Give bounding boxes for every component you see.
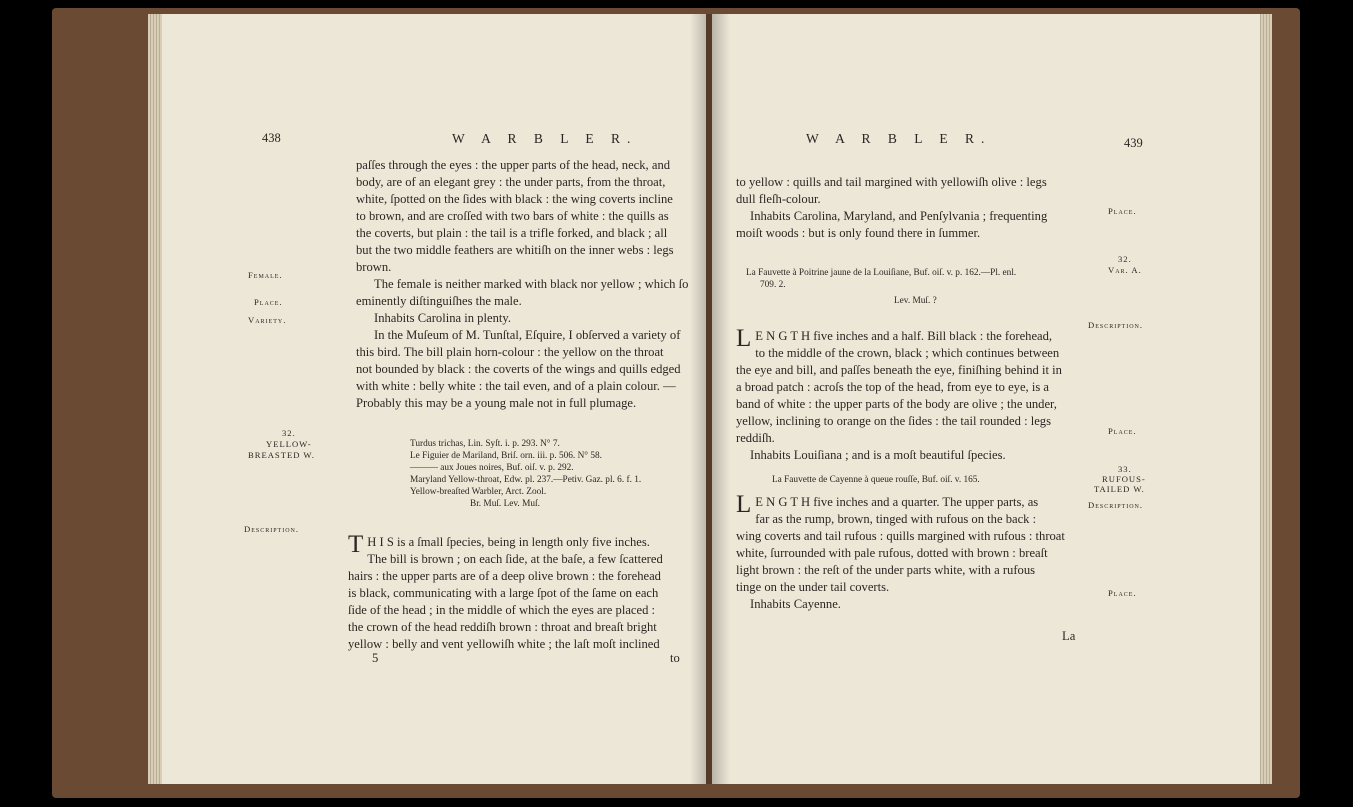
text-line: to yellow : quills and tail margined with yellowiſh olive : legs [736,175,1047,189]
synonym-line: Le Figuier de Mariland, Briſ. orn. iii. p. 506. N° 58. [410,451,602,461]
text-line: is black, communicating with a large ſpot of the ſame on each [348,586,659,600]
text-line: dull fleſh-colour. [736,192,821,206]
synonym-line: Br. Muſ. Lev. Muſ. [470,499,540,509]
text-line: moiſt woods : but is only found there in ſummer. [736,226,981,240]
text-line: not bounded by black : the coverts of the wings and quills edged [356,362,681,376]
text-line: Probably this may be a young male not in full plumage. [356,396,637,410]
text-line: the eye and bill, and paſſes beneath the eye, finiſhing behind it in [736,363,1062,377]
text-line: white, ſurrounded with pale rufous, dotted with brown : breaſt [736,546,1048,560]
text-line: a broad patch : acroſs the top of the head, from eye to eye, is a [736,380,1049,394]
margin-var-number: 32. [1118,254,1132,264]
text-line: E N G T H five inches and a half. Bill black : the forehead, [755,329,1053,343]
text-line: the coverts, but plain : the tail is a trifle forked, and black ; all [356,226,668,240]
left-page-edges [148,14,162,784]
margin-label-place: Place. [254,297,283,307]
catchword: La [1062,629,1076,643]
right-page-edges [1258,14,1272,784]
text-line: body, are of an elegant grey : the under parts, from the throat, [356,175,666,189]
synonym-line: La Fauvette à Poitrine jaune de la Louiſiane, Buf. oiſ. v. p. 162.—Pl. enl. [746,268,1017,278]
place-paragraph: Inhabits Carolina in plenty. [374,311,511,325]
text-line: white, ſpotted on the ſides with black : the wing coverts incline [356,192,673,206]
right-running-head: W A R B L E R. [806,131,992,146]
description-paragraph [348,531,663,653]
synonym-line: Turdus trichas, Lin. Syſt. i. p. 293. N° 7. [410,439,560,449]
text-line: Inhabits Cayenne. [750,597,841,611]
text-line: reddiſh. [736,431,775,445]
text-line: hairs : the upper parts are of a deep olive brown : the forehead [348,569,661,583]
text-line: E N G T H five inches and a quarter. The upper parts, as [755,495,1039,509]
margin-rufous-name: RUFOUS- [1102,474,1146,484]
margin-label-description: Description. [244,524,300,534]
variety-synonymy [746,267,1016,307]
margin-label-place: Place. [1108,426,1137,436]
drop-cap: L [736,491,752,518]
margin-species-number: 32. [282,428,296,438]
text-line: yellow, inclining to orange on the ſides : the tail rounded : legs [736,414,1052,428]
margin-rufous-number: 33. [1118,464,1132,474]
right-page [712,14,1260,784]
rufous-synonymy: La Fauvette de Cayenne à queue rouſſe, Buf. oiſ. v. 165. [772,475,980,485]
top-paragraph [736,174,1047,242]
catchword: to [670,651,680,665]
text-line: yellow : belly and vent yellowiſh white ; the laſt moſt inclined [348,637,660,651]
rufous-description [736,491,1065,613]
margin-label-description: Description. [1088,500,1144,510]
text-line: the crown of the head reddiſh brown : throat and breaſt bright [348,620,657,634]
synonymy-block [410,438,641,510]
text-line: Inhabits Carolina, Maryland, and Penſylvania ; frequenting [750,209,1048,223]
drop-cap: T [348,531,364,558]
margin-label-place: Place. [1108,206,1137,216]
signature-mark: 5 [372,651,379,665]
text-line: but the two middle feathers are whitiſh on the inner webs : legs [356,243,674,257]
text-line: wing coverts and tail rufous : quills margined with rufous : throat [736,529,1065,543]
text-line: this bird. The bill plain horn-colour : the yellow on the throat [356,345,664,359]
text-line: In the Muſeum of M. Tunſtal, Eſquire, I obſerved a variety of [374,328,681,342]
text-line: brown. [356,260,392,274]
text-line: paſſes through the eyes : the upper parts of the head, neck, and [356,158,671,172]
text-line: eminently diſtinguiſhes the male. [356,294,522,308]
text-line: band of white : the upper parts of the body are olive ; the under, [736,397,1057,411]
top-paragraph [356,157,674,276]
margin-species-name: YELLOW- [266,439,312,449]
margin-label-place: Place. [1108,588,1137,598]
book-gutter-shadow [690,14,730,784]
text-line: Inhabits Louiſiana ; and is a moſt beautiful ſpecies. [750,448,1006,462]
margin-label-female: Female. [248,270,283,280]
text-line: to brown, and are croſſed with two bars of white : the quills as [356,209,669,223]
text-line: The female is neither marked with black nor yellow ; which ſo [374,277,689,291]
left-page-number: 438 [262,131,281,145]
variety-description [736,325,1062,464]
text-line: to the middle of the crown, black ; which continues between [755,346,1060,360]
text-line: H I S is a ſmall ſpecies, being in length only five inches. [367,535,650,549]
drop-cap: L [736,325,752,352]
text-line: The bill is brown ; on each ſide, at the baſe, a few ſcattered [367,552,663,566]
text-line: far as the rump, brown, tinged with rufous on the back : [755,512,1037,526]
text-line: ſide of the head ; in the middle of which the eyes are placed : [348,603,656,617]
variety-paragraph [356,327,681,412]
margin-label-variety: Variety. [248,315,287,325]
right-page-number: 439 [1124,136,1143,150]
synonym-line: Yellow-breaſted Warbler, Arct. Zool. [410,487,547,497]
synonym-line: Lev. Muſ. ? [894,296,937,306]
margin-rufous-name: TAILED W. [1094,484,1145,494]
margin-var-label: Var. A. [1108,265,1142,275]
synonym-line: ——— aux Joues noires, Buf. oiſ. v. p. 292. [410,463,574,473]
female-paragraph [356,276,689,310]
synonym-line: 709. 2. [760,280,786,290]
text-line: tinge on the under tail coverts. [736,580,890,594]
margin-species-name: BREASTED W. [248,450,315,460]
left-page [162,14,706,784]
text-line: with white : belly white : the tail even, and of a plain colour. — [356,379,676,393]
margin-label-description: Description. [1088,320,1144,330]
left-running-head: W A R B L E R. [452,131,638,146]
synonym-line: Maryland Yellow-throat, Edw. pl. 237.—Petiv. Gaz. pl. 6. f. 1. [410,475,642,485]
text-line: light brown : the reſt of the under parts white, with a rufous [736,563,1036,577]
